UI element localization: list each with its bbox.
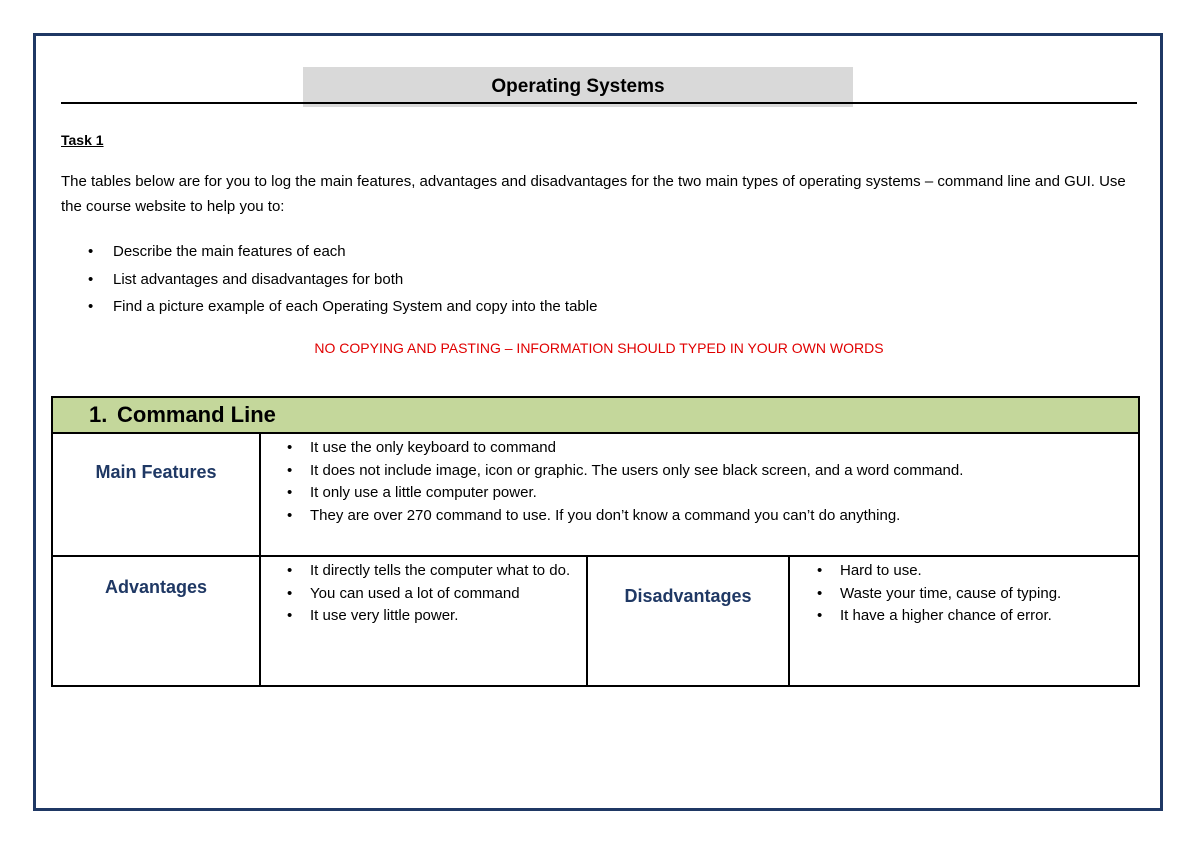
bullet-icon: • [817,607,823,624]
bullet-icon: • [88,298,94,315]
task-heading: Task 1 [61,132,104,148]
main-features-list [281,437,1131,528]
bullet-icon: • [88,270,94,288]
list-item [61,293,597,321]
list-item [61,266,597,294]
list-item-text: It does not include image, icon or graphic. The users only see black screen, and a word command. [310,461,964,479]
table-header [53,398,1138,434]
row-divider [53,555,1138,557]
list-item-text: It directly tells the computer what to do. [310,562,571,579]
list-item-text: You can used a lot of command [310,584,520,602]
column-divider [586,556,588,685]
page-title: Operating Systems [491,76,665,97]
bullet-icon: • [287,507,293,525]
column-divider [788,556,790,685]
bullet-icon: • [88,243,94,260]
list-item [281,437,1131,460]
intro-paragraph: The tables below are for you to log the main features, advantages and disadvantages for the two main types of operating systems – command line and GUI. Use the course website to help you to: [61,173,1126,215]
list-item [811,583,1141,606]
disadvantages-label: Disadvantages [624,586,752,606]
title-rule [61,102,1137,104]
list-item [61,238,597,266]
bullet-icon: • [287,584,293,602]
list-item [281,482,1131,505]
advantages-list [281,560,581,628]
list-item [281,583,581,606]
disadvantages-list [811,560,1141,628]
bullet-icon: • [817,584,823,602]
bullet-icon: • [287,461,293,479]
list-item-text: They are over 270 command to use. If you don’t know a command you can’t do anything. [310,507,901,525]
advantages-label: Advantages [104,577,208,597]
column-divider [259,434,261,685]
bullet-icon: • [287,439,293,456]
table-header-title: Command Line [117,402,276,427]
list-item [281,560,581,583]
bullet-icon: • [287,562,293,579]
bullet-icon: • [817,562,823,579]
list-item [811,605,1141,628]
command-line-table [51,396,1140,687]
warning-note: NO COPYING AND PASTING – INFORMATION SHOULD TYPED IN YOUR OWN WORDS [314,340,884,356]
list-item-text: Hard to use. [840,562,922,579]
instruction-list [61,238,597,321]
list-item [811,560,1141,583]
list-item-text: It use the only keyboard to command [310,439,556,456]
list-item [281,605,581,628]
list-item-text: Describe the main features of each [113,243,346,260]
main-features-label: Main Features [95,462,217,482]
list-item-text: Waste your time, cause of typing. [840,584,1062,602]
table-header-number: 1. [89,402,108,427]
list-item [281,460,1131,483]
bullet-icon: • [287,484,293,502]
list-item-text: It have a higher chance of error. [840,607,1052,624]
list-item [281,505,1131,528]
list-item-text: It use very little power. [310,607,459,624]
list-item-text: It only use a little computer power. [310,484,537,502]
list-item-text: List advantages and disadvantages for both [113,270,404,288]
bullet-icon: • [287,607,293,624]
list-item-text: Find a picture example of each Operating System and copy into the table [113,298,598,315]
